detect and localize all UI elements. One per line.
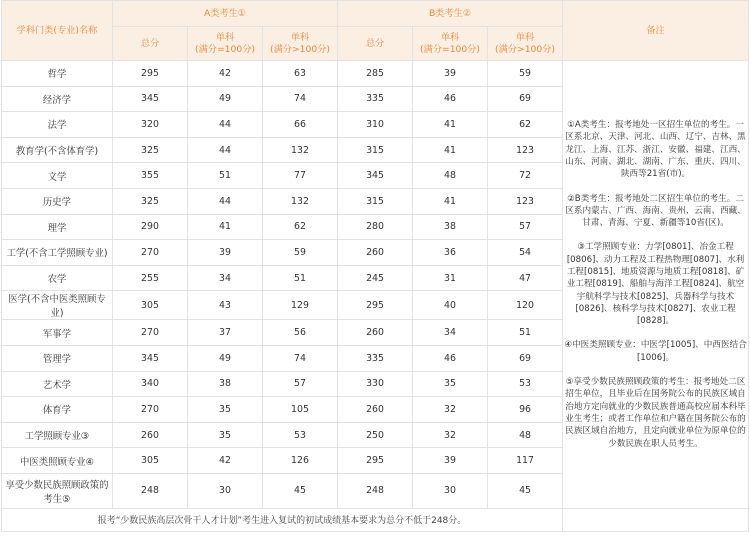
row-b-total: 285 (338, 61, 413, 87)
row-a-single-over: 132 (263, 137, 338, 163)
row-a-single-100: 44 (188, 112, 263, 138)
row-b-total: 260 (338, 320, 413, 346)
row-a-single-over: 74 (263, 86, 338, 112)
header-b-total: 总分 (338, 27, 413, 61)
row-a-total: 295 (113, 61, 188, 87)
row-b-total: 295 (338, 448, 413, 474)
row-discipline: 文学 (2, 163, 113, 189)
row-b-single-over: 96 (488, 397, 563, 423)
row-b-single-over: 69 (488, 345, 563, 371)
row-discipline: 艺术学 (2, 371, 113, 397)
row-b-single-over: 120 (488, 291, 563, 320)
row-b-single-100: 41 (413, 112, 488, 138)
row-discipline: 医学(不含中医类照顾专业) (2, 291, 113, 320)
row-a-total: 345 (113, 86, 188, 112)
row-a-single-over: 66 (263, 112, 338, 138)
row-b-single-over: 45 (488, 473, 563, 508)
row-b-total: 315 (338, 188, 413, 214)
row-a-single-100: 30 (188, 473, 263, 508)
row-a-single-100: 39 (188, 240, 263, 266)
header-group-a: A类考生① (113, 1, 338, 27)
row-discipline: 享受少数民族照顾政策的考生⑤ (2, 473, 113, 508)
row-a-total: 320 (113, 112, 188, 138)
row-b-total: 245 (338, 265, 413, 291)
row-b-total: 335 (338, 345, 413, 371)
row-b-single-100: 31 (413, 265, 488, 291)
row-a-single-over: 126 (263, 448, 338, 474)
row-a-single-100: 35 (188, 422, 263, 448)
row-a-total: 270 (113, 240, 188, 266)
row-a-single-100: 42 (188, 61, 263, 87)
notes-cell (563, 61, 749, 509)
row-b-single-100: 32 (413, 422, 488, 448)
row-a-total: 340 (113, 371, 188, 397)
row-b-single-100: 38 (413, 214, 488, 240)
row-a-total: 270 (113, 397, 188, 423)
row-b-single-over: 48 (488, 422, 563, 448)
row-b-single-over: 72 (488, 163, 563, 189)
note-a-class: ①A类考生：报考地处一区招生单位的考生。一区系北京、天津、河北、山西、辽宁、吉林、黑龙江、上海、江苏、浙江、安徽、福建、江西、山东、河南、湖北、湖南、广东、重庆、四川、陕西等21省(市)。 (565, 120, 746, 180)
note-engineering-special: ③工学照顾专业：力学[0801]、冶金工程[0806]、动力工程及工程热物理[0807]、水利工程[0815]、地质资源与地质工程[0818]、矿业工程[0819]、船舶与海洋工程[0824]、航空宇航科学与技术[0825]、兵器科学与技术[0826]、核科学与技术[0827]、农业工程[0828]。 (566, 242, 745, 327)
row-b-single-100: 32 (413, 397, 488, 423)
row-a-single-100: 43 (188, 291, 263, 320)
row-a-total: 305 (113, 291, 188, 320)
row-a-single-over: 77 (263, 163, 338, 189)
row-a-single-100: 49 (188, 86, 263, 112)
row-discipline: 理学 (2, 214, 113, 240)
row-b-single-over: 53 (488, 371, 563, 397)
row-b-total: 280 (338, 214, 413, 240)
table-body (2, 61, 749, 532)
row-b-total: 260 (338, 240, 413, 266)
row-b-single-over: 117 (488, 448, 563, 474)
row-a-single-100: 44 (188, 137, 263, 163)
row-b-total: 330 (338, 371, 413, 397)
row-discipline: 工学(不含工学照顾专业) (2, 240, 113, 266)
row-discipline: 教育学(不含体育学) (2, 137, 113, 163)
row-a-single-over: 56 (263, 320, 338, 346)
row-a-total: 290 (113, 214, 188, 240)
row-a-single-over: 132 (263, 188, 338, 214)
row-a-single-100: 42 (188, 448, 263, 474)
row-a-total: 305 (113, 448, 188, 474)
row-b-single-over: 69 (488, 86, 563, 112)
row-a-single-over: 57 (263, 371, 338, 397)
row-b-single-100: 34 (413, 320, 488, 346)
row-b-single-100: 40 (413, 291, 488, 320)
row-a-single-over: 59 (263, 240, 338, 266)
row-a-single-over: 45 (263, 473, 338, 508)
row-a-total: 248 (113, 473, 188, 508)
header-b-single-over: 单科 (满分>100分) (488, 27, 563, 61)
row-discipline: 法学 (2, 112, 113, 138)
row-discipline: 军事学 (2, 320, 113, 346)
row-a-single-100: 49 (188, 345, 263, 371)
row-b-single-100: 30 (413, 473, 488, 508)
row-b-single-100: 36 (413, 240, 488, 266)
footer-notes-empty (563, 508, 749, 531)
row-discipline: 管理学 (2, 345, 113, 371)
header-group-b: B类考生② (338, 1, 563, 27)
note-tcm-special: ④中医类照顾专业：中医学[1005]、中西医结合[1006]。 (564, 340, 747, 363)
row-a-total: 325 (113, 188, 188, 214)
row-b-single-100: 46 (413, 345, 488, 371)
header-b-single-100: 单科 (满分=100分) (413, 27, 488, 61)
header-notes: 备注 (563, 1, 749, 61)
footer-row (2, 508, 749, 531)
row-a-single-100: 34 (188, 265, 263, 291)
row-b-total: 335 (338, 86, 413, 112)
row-a-single-100: 37 (188, 320, 263, 346)
score-table-container (1, 0, 749, 537)
header-a-single-100: 单科 (满分=100分) (188, 27, 263, 61)
row-a-single-over: 62 (263, 214, 338, 240)
row-a-total: 255 (113, 265, 188, 291)
header-discipline: 学科门类(专业)名称 (2, 1, 113, 61)
row-b-total: 248 (338, 473, 413, 508)
row-b-single-over: 51 (488, 320, 563, 346)
row-a-single-over: 129 (263, 291, 338, 320)
row-a-single-over: 63 (263, 61, 338, 87)
row-b-single-100: 46 (413, 86, 488, 112)
row-discipline: 经济学 (2, 86, 113, 112)
row-a-total: 270 (113, 320, 188, 346)
row-b-single-100: 39 (413, 61, 488, 87)
row-b-single-over: 123 (488, 137, 563, 163)
row-a-single-100: 44 (188, 188, 263, 214)
row-b-single-100: 39 (413, 448, 488, 474)
row-a-single-100: 51 (188, 163, 263, 189)
row-a-single-100: 41 (188, 214, 263, 240)
row-discipline: 体育学 (2, 397, 113, 423)
row-a-single-over: 74 (263, 345, 338, 371)
row-a-single-over: 53 (263, 422, 338, 448)
row-a-single-100: 38 (188, 371, 263, 397)
row-b-total: 345 (338, 163, 413, 189)
row-b-total: 250 (338, 422, 413, 448)
table-row (2, 61, 749, 87)
row-b-single-100: 41 (413, 137, 488, 163)
row-b-single-over: 54 (488, 240, 563, 266)
row-b-total: 310 (338, 112, 413, 138)
row-b-single-over: 123 (488, 188, 563, 214)
row-a-total: 355 (113, 163, 188, 189)
header-a-total: 总分 (113, 27, 188, 61)
row-b-single-100: 41 (413, 188, 488, 214)
row-b-single-over: 57 (488, 214, 563, 240)
row-a-single-over: 105 (263, 397, 338, 423)
score-requirements-table (1, 0, 749, 532)
header-a-single-over: 单科 (满分>100分) (263, 27, 338, 61)
note-b-class: ②B类考生：报考地处二区招生单位的考生。二区系内蒙古、广西、海南、贵州、云南、西藏、甘肃、青海、宁夏、新疆等10省(区)。 (565, 193, 746, 229)
row-a-total: 325 (113, 137, 188, 163)
note-ethnic-minority: ⑤享受少数民族照顾政策的考生：报考地处二区招生单位，且毕业后在国务院公布的民族区域自治地方定向就业的少数民族普通高校应届本科毕业生考生；或者工作单位和户籍在国务院公布的民族区域自治地方，且定向就业单位为原单位的少数民族在职人员考生。 (565, 377, 746, 449)
row-a-total: 345 (113, 345, 188, 371)
row-discipline: 中医类照顾专业④ (2, 448, 113, 474)
row-a-single-100: 35 (188, 397, 263, 423)
row-b-single-100: 35 (413, 371, 488, 397)
row-b-single-over: 62 (488, 112, 563, 138)
row-b-single-100: 48 (413, 163, 488, 189)
row-discipline: 农学 (2, 265, 113, 291)
row-a-single-over: 51 (263, 265, 338, 291)
row-b-total: 315 (338, 137, 413, 163)
row-discipline: 历史学 (2, 188, 113, 214)
row-b-single-over: 59 (488, 61, 563, 87)
row-b-total: 260 (338, 397, 413, 423)
row-b-total: 295 (338, 291, 413, 320)
row-b-single-over: 47 (488, 265, 563, 291)
row-discipline: 哲学 (2, 61, 113, 87)
row-discipline: 工学照顾专业③ (2, 422, 113, 448)
table-header (2, 1, 749, 61)
footer-note: 报考“少数民族高层次骨干人才计划”考生进入复试的初试成绩基本要求为总分不低于248分。 (2, 508, 563, 531)
row-a-total: 260 (113, 422, 188, 448)
